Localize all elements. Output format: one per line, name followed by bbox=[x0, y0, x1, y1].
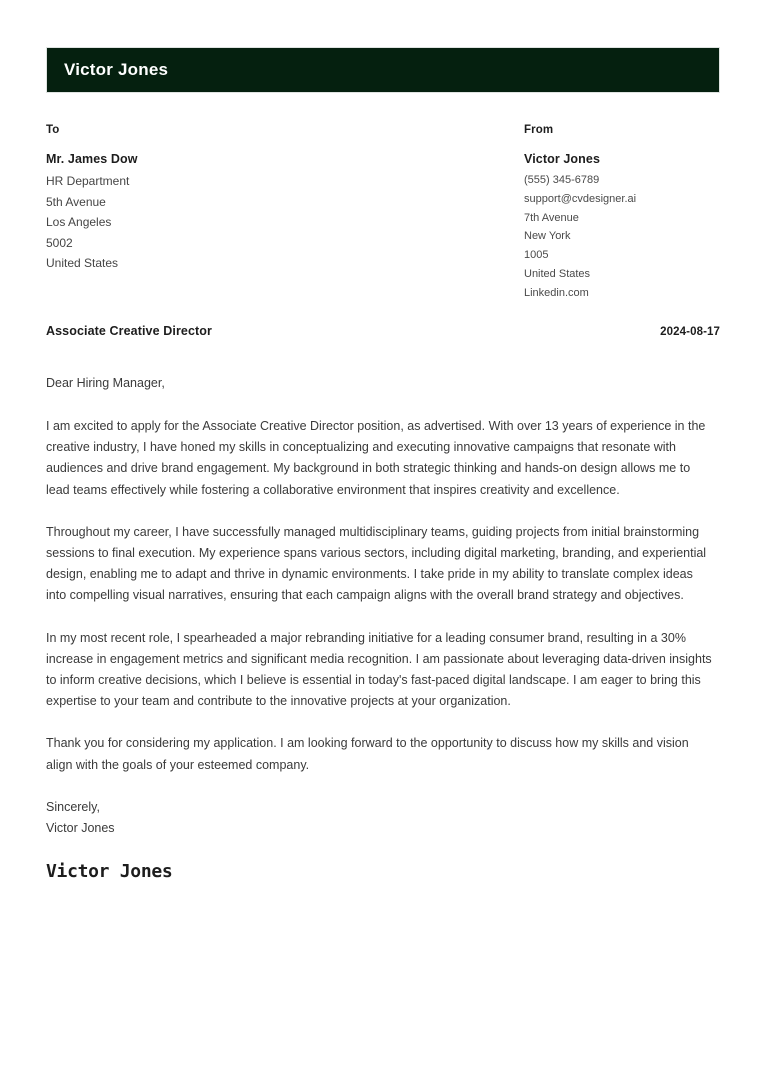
closing-salutation: Sincerely, bbox=[46, 799, 100, 814]
recipient-line: United States bbox=[46, 256, 119, 270]
sender-name: Victor Jones bbox=[524, 152, 600, 166]
recipient-line: 5th Avenue bbox=[46, 194, 106, 209]
signature: Victor Jones bbox=[46, 861, 173, 883]
header-applicant-name: Victor Jones bbox=[64, 60, 169, 79]
address-block bbox=[46, 124, 720, 303]
body-paragraph: In my most recent role, I spearheaded a major rebranding initiative for a leading consumer brand, resulting in a 30% increase in engagement metrics and significant media recognition. I am passionate about leveraging data-driven insights to inform creative decisions, which I believe is essential in today's fast-paced digital landscape. I am eager to bring this expertise to your team and contribute to the innovative projects at your organization. bbox=[46, 630, 712, 709]
subject-title: Associate Creative Director bbox=[46, 324, 212, 338]
letter-date: 2024-08-17 bbox=[660, 326, 720, 338]
recipient-column bbox=[46, 124, 524, 303]
recipient-line: HR Department bbox=[46, 174, 130, 188]
letter-body bbox=[46, 373, 714, 882]
sender-column bbox=[524, 124, 720, 303]
sender-label: From bbox=[524, 124, 554, 136]
closing-block bbox=[46, 797, 714, 839]
recipient-label: To bbox=[46, 124, 60, 136]
salutation: Dear Hiring Manager, bbox=[46, 376, 165, 390]
sender-email: support@cvdesigner.ai bbox=[524, 192, 637, 205]
body-paragraph: Throughout my career, I have successfully managed multidisciplinary teams, guiding projects from initial brainstorming sessions to final execution. My experience spans various sectors, including digital marketing, branding, and experiential design, enabling me to adapt and thrive in dynamic environments. I take pride in my ability to translate complex ideas into compelling visual narratives, ensuring that each campaign aligns with the overall brand strategy and objectives. bbox=[46, 524, 707, 603]
sender-phone: (555) 345-6789 bbox=[524, 174, 600, 186]
closing-name: Victor Jones bbox=[46, 821, 115, 836]
recipient-line: Los Angeles bbox=[46, 215, 112, 229]
subject-row bbox=[46, 324, 720, 338]
sender-line: 1005 bbox=[524, 249, 549, 262]
body-paragraph: I am excited to apply for the Associate Creative Director position, as advertised. With over 13 years of experience in the creative industry, I have honed my skills in conceptualizing and executing innovative campaigns that resonate with audiences and drive brand engagement. My background in both strategic thinking and hands-on design allows me to lead teams effectively while fostering a collaborative environment that inspires creativity and excellence. bbox=[46, 419, 706, 497]
header-banner bbox=[46, 47, 720, 93]
recipient-name: Mr. James Dow bbox=[46, 152, 138, 166]
recipient-line: 5002 bbox=[46, 235, 73, 250]
sender-line: United States bbox=[524, 267, 591, 280]
sender-line: 7th Avenue bbox=[524, 211, 579, 224]
sender-website: Linkedin.com bbox=[524, 286, 589, 299]
body-paragraph: Thank you for considering my application. I am looking forward to the opportunity to discuss how my skills and vision align with the goals of your esteemed company. bbox=[46, 736, 689, 772]
sender-line: New York bbox=[524, 230, 571, 243]
